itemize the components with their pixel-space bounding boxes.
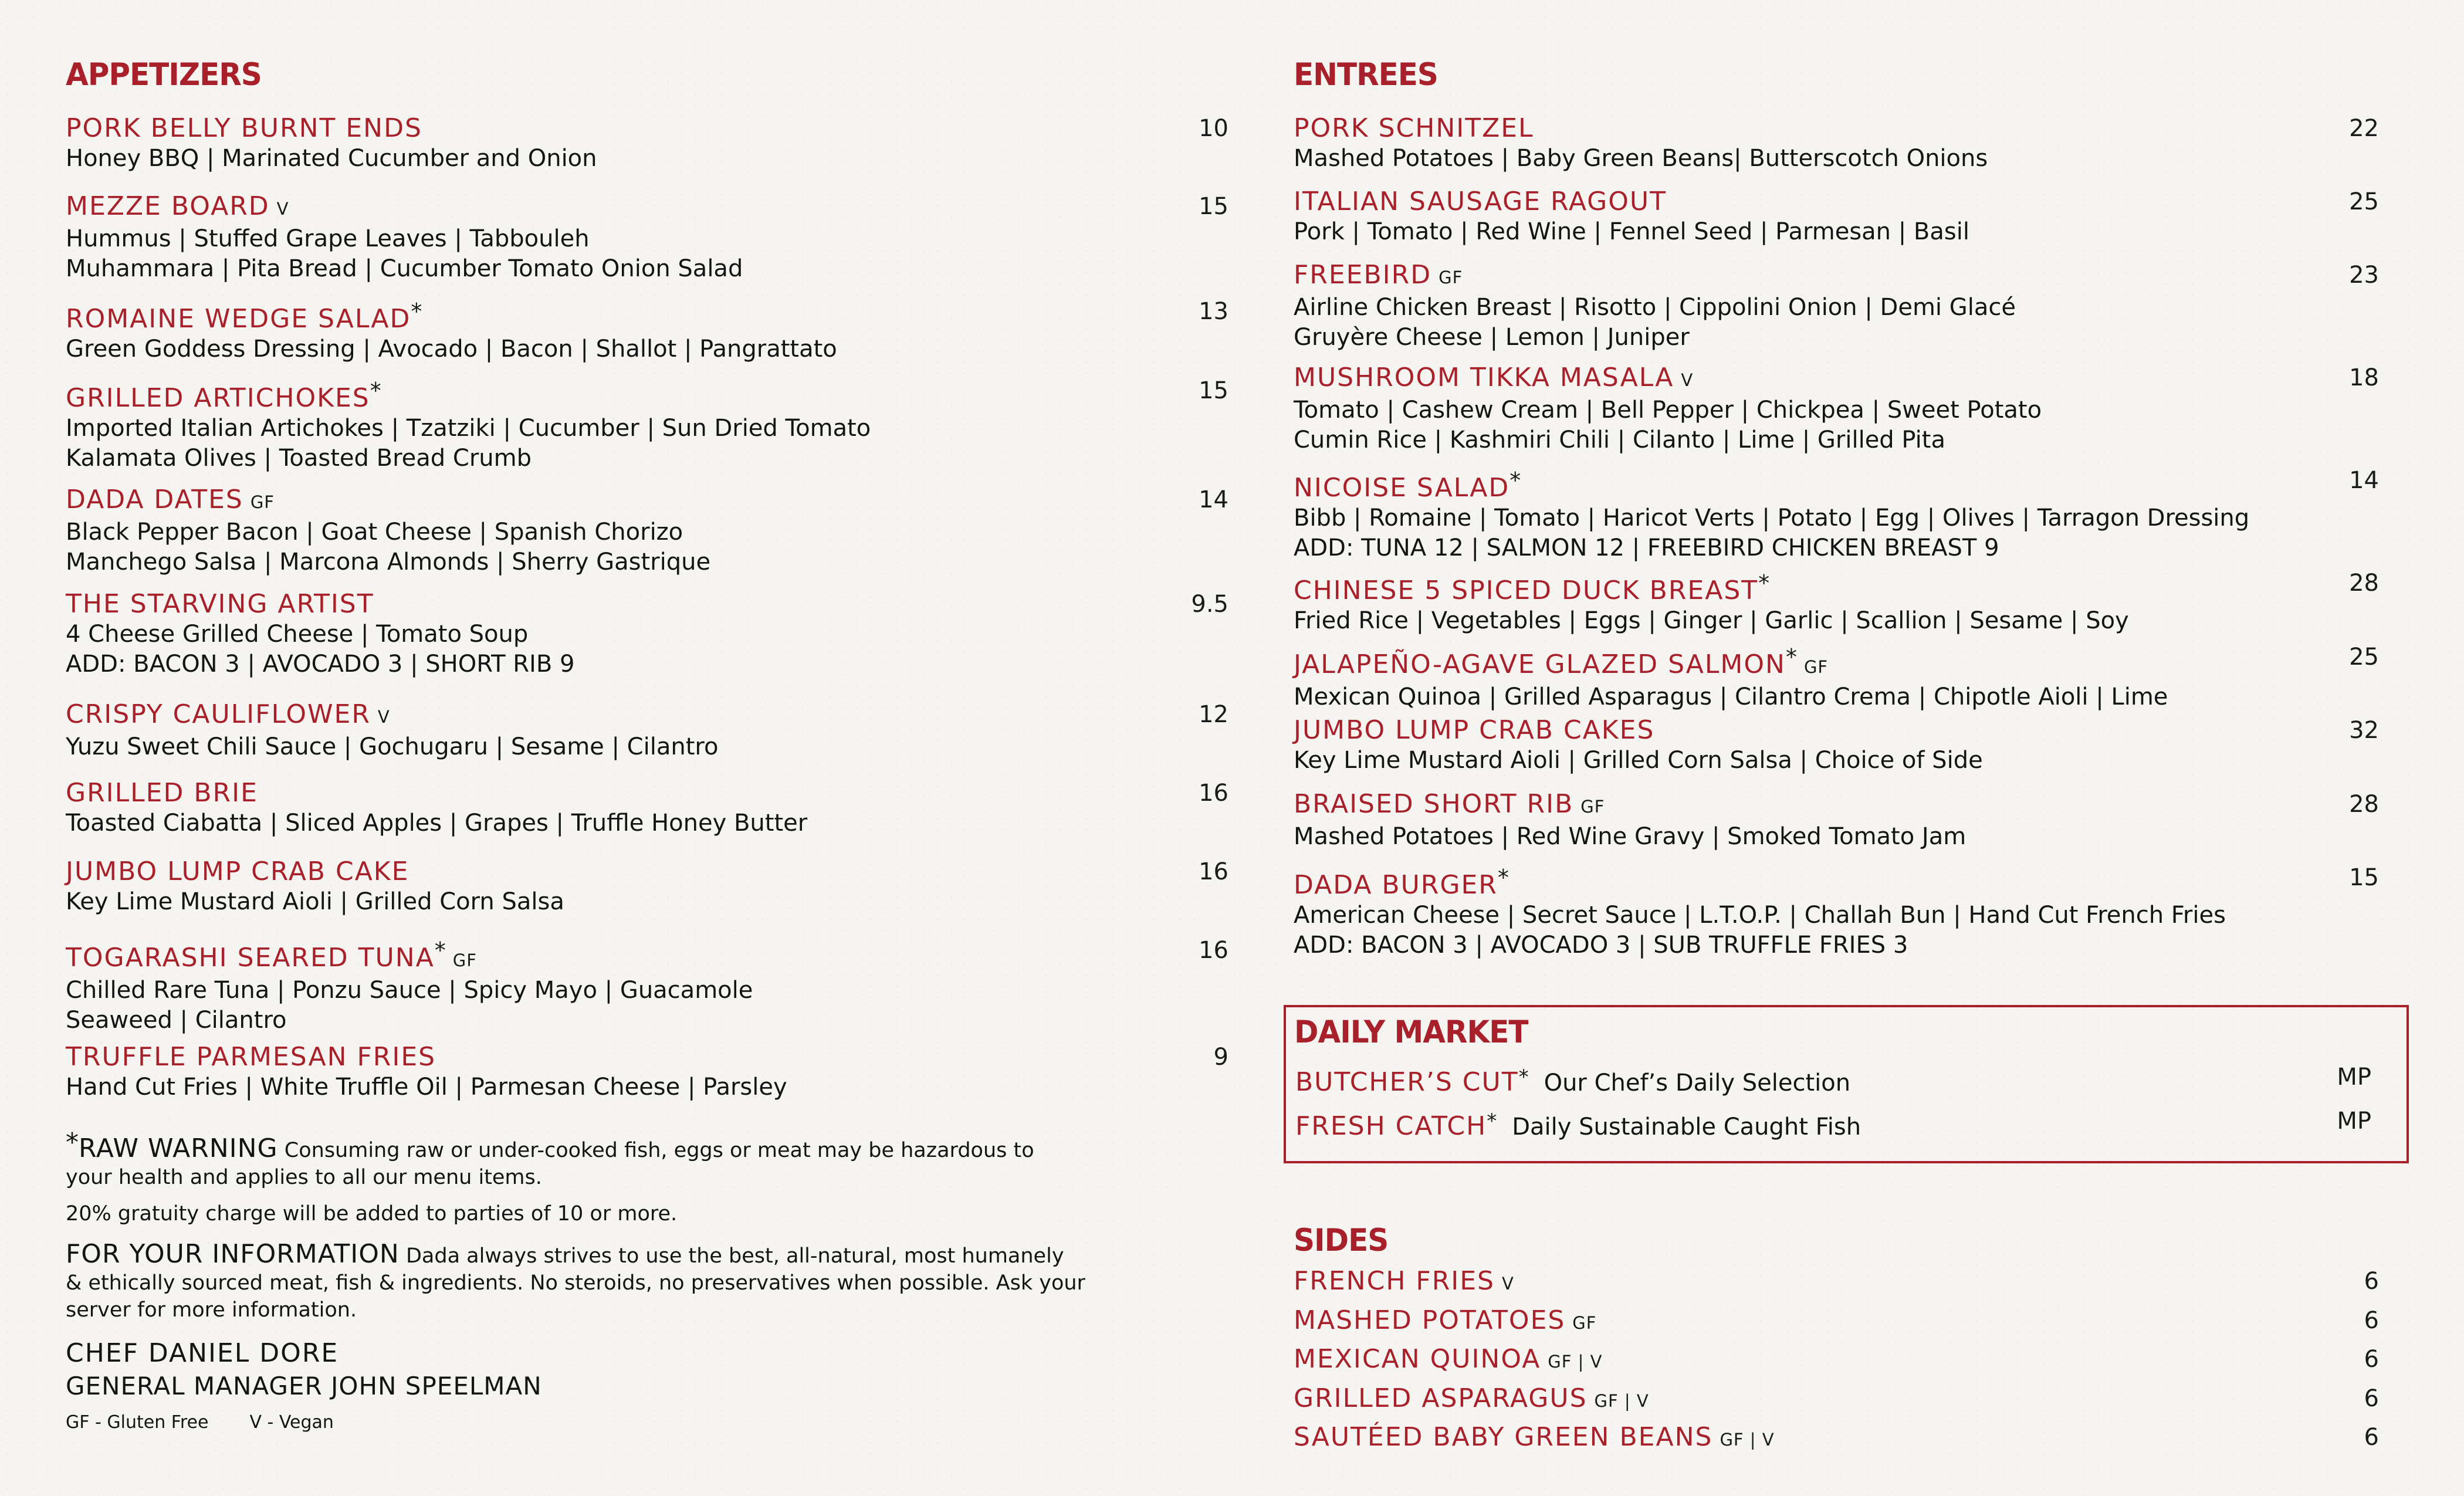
side-item-title: SAUTÉED BABY GREEN BEANS	[1294, 1422, 1713, 1452]
menu-item	[66, 699, 1228, 762]
side-item-name	[1294, 1265, 2379, 1300]
menu-item-price: 15	[1199, 193, 1228, 220]
diet-tag: GF	[1580, 797, 1605, 817]
menu-item-description: Airline Chicken Breast | Risotto | Cippolini Onion | Demi Glacé	[1294, 294, 2016, 321]
menu-item	[66, 485, 1228, 577]
daily-market-item-price: MP	[2337, 1108, 2371, 1135]
menu-item-description: Honey BBQ | Marinated Cucumber and Onion	[66, 145, 597, 172]
menu-item-price: 28	[2349, 570, 2379, 597]
appetizers-heading: APPETIZERS	[66, 56, 262, 93]
menu-item-name	[66, 935, 1145, 976]
raw-warning-text-2: your health and applies to all our menu items.	[66, 1166, 542, 1189]
menu-item	[66, 857, 1228, 917]
menu-item-description: Imported Italian Artichokes | Tzatziki | Cucumber | Sun Dried Tomato	[66, 415, 871, 442]
daily-market-item-title: FRESH CATCH	[1295, 1111, 1487, 1141]
raw-star-icon: *	[1497, 865, 1509, 891]
menu-item-title: TOGARASHI SEARED TUNA	[66, 943, 435, 973]
daily-market-item-name	[1295, 1061, 2371, 1099]
raw-warning-star: *	[66, 1128, 79, 1157]
menu-item-title: JUMBO LUMP CRAB CAKE	[66, 857, 409, 886]
menu-item-name	[1294, 789, 2379, 822]
menu-item-price: 25	[2349, 644, 2379, 671]
menu-item-title: ITALIAN SAUSAGE RAGOUT	[1294, 187, 1667, 216]
daily-market-heading: DAILY MARKET	[1294, 1014, 1528, 1050]
menu-item-name	[1294, 465, 2379, 503]
menu-item-name	[66, 375, 1145, 414]
menu-item-name	[1294, 715, 2379, 746]
menu-item-description: Mashed Potatoes | Baby Green Beans| Butterscotch Onions	[1294, 145, 1988, 172]
menu-item-price: 28	[2349, 791, 2379, 818]
general-manager: GENERAL MANAGER JOHN SPEELMAN	[66, 1372, 542, 1400]
menu-item-description: Muhammara | Pita Bread | Cucumber Tomato Onion Salad	[66, 255, 743, 282]
diet-tag: V	[276, 199, 289, 219]
menu-item-name	[66, 857, 1145, 887]
menu-item	[1294, 789, 2379, 852]
menu-item-description: Manchego Salsa | Marcona Almonds | Sherry Gastrique	[66, 549, 711, 576]
menu-item-price: 15	[2349, 864, 2379, 891]
menu-item-title: PORK BELLY BURNT ENDS	[66, 113, 422, 143]
menu-item	[1294, 715, 2379, 776]
daily-market-item-description: Daily Sustainable Caught Fish	[1512, 1113, 1861, 1140]
menu-item-description: Kalamata Olives | Toasted Bread Crumb	[66, 445, 532, 472]
raw-star-icon: *	[1509, 468, 1521, 493]
raw-star-icon: *	[411, 299, 422, 324]
menu-item-description: Mashed Potatoes | Red Wine Gravy | Smoked Tomato Jam	[1294, 823, 1967, 850]
diet-legend	[66, 1409, 334, 1436]
menu-item-description: Mexican Quinoa | Grilled Asparagus | Cilantro Crema | Chipotle Aioli | Lime	[1294, 683, 2168, 710]
menu-item-title: NICOISE SALAD	[1294, 473, 1510, 503]
menu-item-description: Bibb | Romaine | Tomato | Haricot Verts | Potato | Egg | Olives | Tarragon Dressing	[1294, 505, 2250, 532]
diet-tag: GF | V	[1720, 1430, 1775, 1450]
menu-item	[66, 296, 1228, 364]
side-item-price: 6	[2364, 1385, 2379, 1412]
diet-tag: GF | V	[1594, 1390, 1649, 1411]
menu-item-price: 16	[1199, 858, 1228, 885]
menu-item	[1294, 363, 2379, 455]
menu-item-name	[66, 296, 1145, 334]
menu-item-title: FREEBIRD	[1294, 260, 1432, 290]
fyi-text-2: & ethically sourced meat, fish & ingredients. No steroids, no preservatives when possible. Ask your	[66, 1271, 1085, 1295]
menu-item-name	[1294, 187, 2379, 217]
daily-market-item-name	[1295, 1105, 2371, 1143]
menu-item-name	[1294, 113, 2379, 144]
menu-item-price: 9.5	[1191, 591, 1228, 618]
menu-item-name	[66, 699, 1145, 732]
menu-item-title: JUMBO LUMP CRAB CAKES	[1294, 715, 1655, 745]
menu-item-name	[1294, 862, 2379, 901]
raw-star-icon: *	[1785, 644, 1797, 670]
side-item-title: FRENCH FRIES	[1294, 1266, 1495, 1296]
menu-item-price: 16	[1199, 780, 1228, 807]
menu-item-price: 9	[1213, 1044, 1228, 1071]
side-item-price: 6	[2364, 1346, 2379, 1373]
legend-vegan: V - Vegan	[249, 1412, 334, 1433]
menu-item-price: 18	[2349, 364, 2379, 391]
menu-item-description: Green Goddess Dressing | Avocado | Bacon | Shallot | Pangrattato	[66, 336, 837, 363]
daily-market-item	[1295, 1061, 2371, 1096]
menu-item-name	[1294, 363, 2379, 395]
menu-item	[1294, 187, 2379, 247]
menu-item-name	[66, 1042, 1145, 1072]
menu-item-title: ROMAINE WEDGE SALAD	[66, 304, 411, 334]
menu-item-title: MEZZE BOARD	[66, 191, 270, 221]
side-item-name	[1294, 1382, 2379, 1417]
menu-item-name	[66, 485, 1145, 517]
menu-item-price: 22	[2349, 115, 2379, 142]
side-item-name	[1294, 1304, 2379, 1339]
sides-heading: SIDES	[1294, 1222, 1389, 1258]
diet-tag: V	[1681, 370, 1694, 390]
menu-item-title: GRILLED BRIE	[66, 778, 258, 808]
menu-item-description: Chilled Rare Tuna | Ponzu Sauce | Spicy Mayo | Guacamole	[66, 977, 753, 1004]
diet-tag: GF	[1572, 1312, 1597, 1333]
menu-item-description: Fried Rice | Vegetables | Eggs | Ginger | Garlic | Scallion | Sesame | Soy	[1294, 607, 2129, 634]
diet-tag: V	[1501, 1274, 1514, 1294]
menu-item-price: 32	[2349, 717, 2379, 744]
diet-tag: GF	[1439, 268, 1463, 287]
side-item-title: MASHED POTATOES	[1294, 1305, 1566, 1335]
side-item	[1294, 1343, 2379, 1378]
daily-market-item-title: BUTCHER’S CUT	[1295, 1067, 1519, 1097]
side-item-title: MEXICAN QUINOA	[1294, 1344, 1541, 1374]
side-item-name	[1294, 1343, 2379, 1378]
menu-item-description: Gruyère Cheese | Lemon | Juniper	[1294, 324, 1690, 351]
menu-item-title: CRISPY CAULIFLOWER	[66, 699, 371, 729]
daily-market-item-description: Our Chef’s Daily Selection	[1544, 1069, 1851, 1096]
menu-item-description: 4 Cheese Grilled Cheese | Tomato Soup	[66, 621, 529, 648]
menu-item-description: Hummus | Stuffed Grape Leaves | Tabbouleh	[66, 225, 590, 252]
diet-tag: GF	[452, 950, 477, 970]
menu-item-description: American Cheese | Secret Sauce | L.T.O.P. | Challah Bun | Hand Cut French Fries	[1294, 902, 2226, 929]
fyi-text: Dada always strives to use the best, all-natural, most humanely	[399, 1244, 1064, 1268]
menu-item-title: DADA BURGER	[1294, 870, 1498, 900]
menu-item-price: 12	[1199, 701, 1228, 728]
menu-item-price: 13	[1199, 298, 1228, 325]
side-item-price: 6	[2364, 1424, 2379, 1451]
menu-item-description: Black Pepper Bacon | Goat Cheese | Spanish Chorizo	[66, 519, 683, 546]
side-item	[1294, 1304, 2379, 1339]
gratuity-note: 20% gratuity charge will be added to parties of 10 or more.	[66, 1202, 678, 1226]
menu-item-price: 14	[1199, 486, 1228, 513]
menu-item-title: PORK SCHNITZEL	[1294, 113, 1534, 143]
raw-warning-text: Consuming raw or under-cooked fish, eggs or meat may be hazardous to	[277, 1139, 1034, 1162]
fyi-text-3: server for more information.	[66, 1298, 357, 1322]
menu-item-name	[66, 191, 1145, 224]
menu-item-title: CHINESE 5 SPICED DUCK BREAST	[1294, 576, 1759, 605]
menu-item-title: GRILLED ARTICHOKES	[66, 383, 370, 413]
diet-tag: V	[377, 707, 390, 727]
menu-item-name	[1294, 642, 2379, 682]
menu-item-title: JALAPEÑO-AGAVE GLAZED SALMON	[1294, 649, 1786, 679]
menu-item-description: Key Lime Mustard Aioli | Grilled Corn Salsa	[66, 888, 564, 915]
menu-item-price: 16	[1199, 937, 1228, 964]
menu-item	[66, 935, 1228, 1035]
menu-item	[66, 113, 1228, 174]
menu-item-description: Pork | Tomato | Red Wine | Fennel Seed | Parmesan | Basil	[1294, 218, 1969, 245]
legend-gluten-free: GF - Gluten Free	[66, 1412, 209, 1433]
side-item-price: 6	[2364, 1268, 2379, 1295]
raw-star-icon: *	[1758, 570, 1770, 596]
menu-item-price: 14	[2349, 467, 2379, 494]
menu-item-price: 15	[1199, 377, 1228, 404]
menu-item-description: ADD: BACON 3 | AVOCADO 3 | SUB TRUFFLE FRIES 3	[1294, 932, 1908, 959]
menu-item	[1294, 862, 2379, 960]
side-item-price: 6	[2364, 1307, 2379, 1334]
menu-item	[1294, 465, 2379, 563]
side-item	[1294, 1421, 2379, 1456]
fyi-title: FOR YOUR INFORMATION	[66, 1239, 400, 1269]
menu-item-title: THE STARVING ARTIST	[66, 589, 374, 619]
raw-star-icon: *	[434, 937, 446, 963]
menu-item-title: MUSHROOM TIKKA MASALA	[1294, 363, 1674, 392]
entrees-heading: ENTREES	[1294, 56, 1438, 93]
diet-tag: GF	[1803, 657, 1829, 677]
menu-item-description: Key Lime Mustard Aioli | Grilled Corn Salsa | Choice of Side	[1294, 747, 1983, 774]
menu-item	[66, 191, 1228, 284]
menu-item-price: 10	[1199, 115, 1228, 142]
fyi-note	[66, 1241, 1180, 1324]
menu-item	[1294, 568, 2379, 636]
menu-item-description: Toasted Ciabatta | Sliced Apples | Grapes | Truffle Honey Butter	[66, 810, 808, 837]
menu-item-description: ADD: TUNA 12 | SALMON 12 | FREEBIRD CHICKEN BREAST 9	[1294, 534, 1999, 561]
menu-item	[1294, 260, 2379, 353]
menu-item-price: 25	[2349, 188, 2379, 215]
raw-warning-title: RAW WARNING	[79, 1133, 278, 1163]
daily-market-item	[1295, 1105, 2371, 1140]
menu-item-price: 23	[2349, 262, 2379, 289]
daily-market-item-price: MP	[2337, 1064, 2371, 1091]
menu-item-description: ADD: BACON 3 | AVOCADO 3 | SHORT RIB 9	[66, 651, 575, 678]
menu-item-name	[1294, 260, 2379, 293]
menu-item	[66, 589, 1228, 679]
menu-item-name	[1294, 568, 2379, 606]
menu-item-description: Tomato | Cashew Cream | Bell Pepper | Chickpea | Sweet Potato	[1294, 397, 2042, 424]
menu-item-description: Yuzu Sweet Chili Sauce | Gochugaru | Sesame | Cilantro	[66, 733, 719, 760]
side-item	[1294, 1382, 2379, 1417]
raw-warning	[66, 1129, 1169, 1191]
diet-tag: GF | V	[1548, 1352, 1603, 1372]
menu-item	[66, 778, 1228, 838]
side-item	[1294, 1265, 2379, 1300]
menu-item	[66, 375, 1228, 473]
menu-item-title: BRAISED SHORT RIB	[1294, 789, 1574, 819]
diet-tag: GF	[250, 492, 275, 512]
daily-market-box	[1284, 1005, 2409, 1163]
menu-item-name	[66, 589, 1145, 620]
menu-item	[66, 1042, 1228, 1102]
menu-item	[1294, 642, 2379, 712]
menu-item-title: DADA DATES	[66, 485, 243, 515]
menu-item-name	[66, 113, 1145, 144]
raw-star-icon: *	[370, 378, 381, 404]
menu-item-description: Seaweed | Cilantro	[66, 1007, 287, 1034]
raw-star-icon: *	[1518, 1065, 1529, 1089]
menu-item-name	[66, 778, 1145, 808]
side-item-name	[1294, 1421, 2379, 1456]
chef-name: CHEF DANIEL DORE	[66, 1338, 339, 1368]
menu-item-title: TRUFFLE PARMESAN FRIES	[66, 1042, 436, 1072]
raw-star-icon: *	[1487, 1109, 1497, 1133]
menu-item-description: Cumin Rice | Kashmiri Chili | Cilanto | Lime | Grilled Pita	[1294, 427, 1945, 453]
side-item-title: GRILLED ASPARAGUS	[1294, 1383, 1588, 1413]
menu-item	[1294, 113, 2379, 174]
menu-item-description: Hand Cut Fries | White Truffle Oil | Parmesan Cheese | Parsley	[66, 1074, 787, 1101]
